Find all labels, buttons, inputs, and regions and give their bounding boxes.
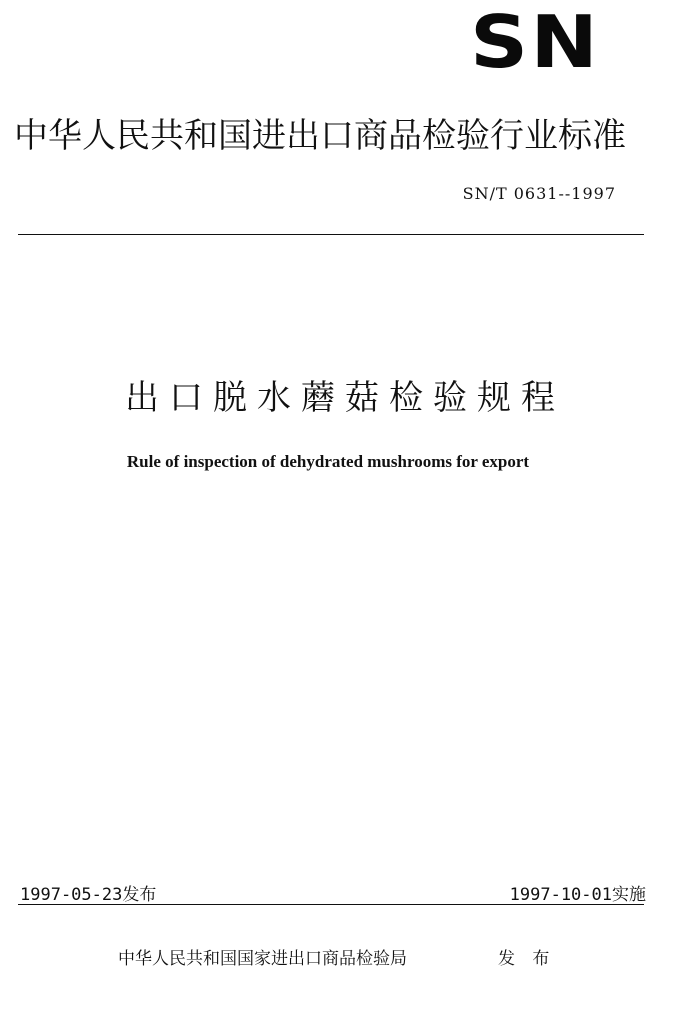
issue-date: 1997-05-23发布	[20, 885, 157, 905]
standard-category: 中华人民共和国进出口商品检验行业标准	[14, 116, 626, 156]
footer-divider	[18, 904, 644, 905]
title-chinese: 出口脱水蘑菇检验规程	[125, 378, 565, 418]
implementation-date: 1997-10-01实施	[509, 885, 646, 905]
standard-code: SN/T 0631--1997	[462, 184, 616, 203]
title-english: Rule of inspection of dehydrated mushrooms for export	[126, 452, 530, 471]
publisher-name: 中华人民共和国国家进出口商品检验局	[118, 949, 407, 969]
header-divider	[18, 234, 644, 235]
publisher-label: 发 布	[498, 949, 556, 969]
sn-logo: SN	[470, 0, 601, 84]
